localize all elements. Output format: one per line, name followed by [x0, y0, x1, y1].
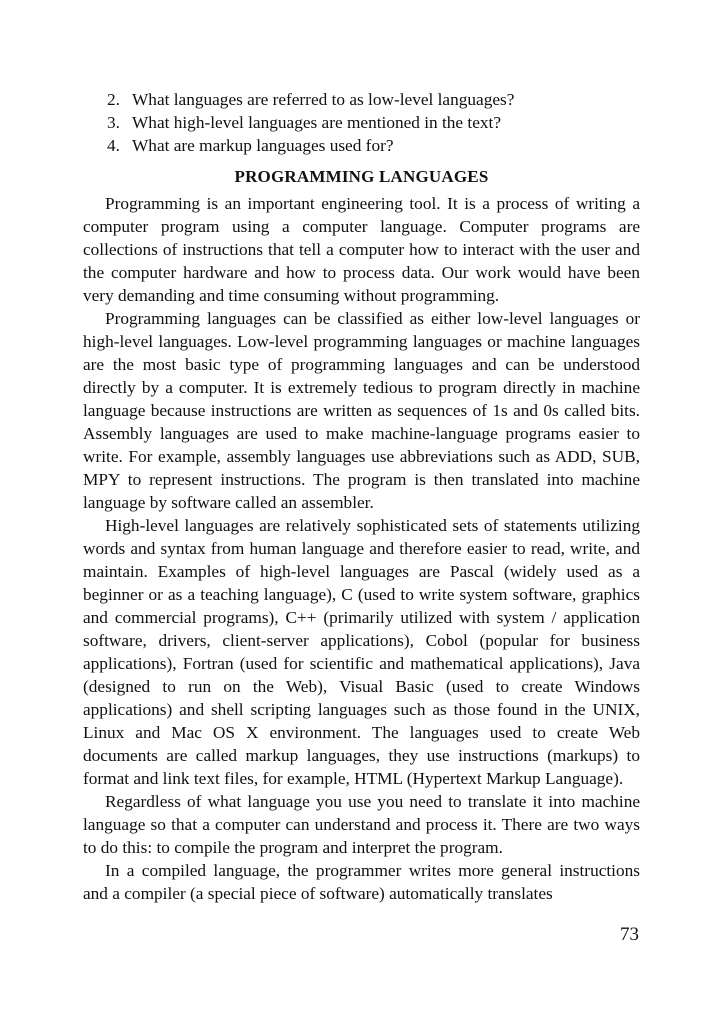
question-list — [83, 88, 640, 157]
paragraph-compiled: In a compiled language, the programmer writes more general instructions and a compiler (a special piece of software) automatically translates — [83, 861, 640, 903]
question-text: What languages are referred to as low-level languages? — [132, 90, 515, 109]
paragraph-translation: Regardless of what language you use you need to translate it into machine language so that a computer can understand and process it. There are two ways to do this: to compile the program and interpret the program. — [83, 792, 640, 857]
question-text: What are markup languages used for? — [132, 136, 394, 155]
question-number: 3. — [107, 113, 120, 132]
paragraph-low-level: Programming languages can be classified as either low-level languages or high-level languages. Low-level programming languages or machine languages are the most basic type of programming languages and can be understood directly by a computer. It is extremely tedious to program directly in machine language because instructions are written as sequences of 1s and 0s called bits. Assembly languages are used to make machine-language programs easier to write. For example, assembly languages use abbreviations such as ADD, SUB, MPY to represent instructions. The program is then translated into machine language by software called an assembler. — [83, 309, 640, 512]
question-text: What high-level languages are mentioned in the text? — [132, 113, 502, 132]
paragraph-intro: Programming is an important engineering tool. It is a process of writing a computer program using a computer language. Computer programs are collections of instructions that tell a computer how to interact with the user and the computer hardware and how to process data. Our work would have been very demanding and time consuming without programming. — [83, 194, 640, 305]
question-number: 4. — [107, 136, 120, 155]
question-item-3 — [83, 111, 640, 134]
question-number: 2. — [107, 90, 120, 109]
paragraph-high-level: High-level languages are relatively sophisticated sets of statements utilizing words and syntax from human language and therefore easier to read, write, and maintain. Examples of high-level languages are Pascal (widely used as a beginner or as a teaching language), C (used to write system software, graphics and commercial programs), C++ (primarily utilized with system / application software, drivers, client-server applications), Cobol (popular for business applications), Fortran (used for scientific and mathematical applications), Java (designed to run on the Web), Visual Basic (used to create Windows applications) and shell scripting languages such as those found in the UNIX, Linux and Mac OS X environment. The languages used to create Web documents are called markup languages, they use instructions (markups) to format and link text files, for example, HTML (Hypertext Markup Language). — [83, 516, 640, 788]
page-number: 73 — [620, 924, 639, 945]
question-item-2 — [83, 88, 640, 111]
page-body — [83, 88, 640, 905]
question-item-4 — [83, 134, 640, 157]
section-title: PROGRAMMING LANGUAGES — [234, 167, 489, 186]
